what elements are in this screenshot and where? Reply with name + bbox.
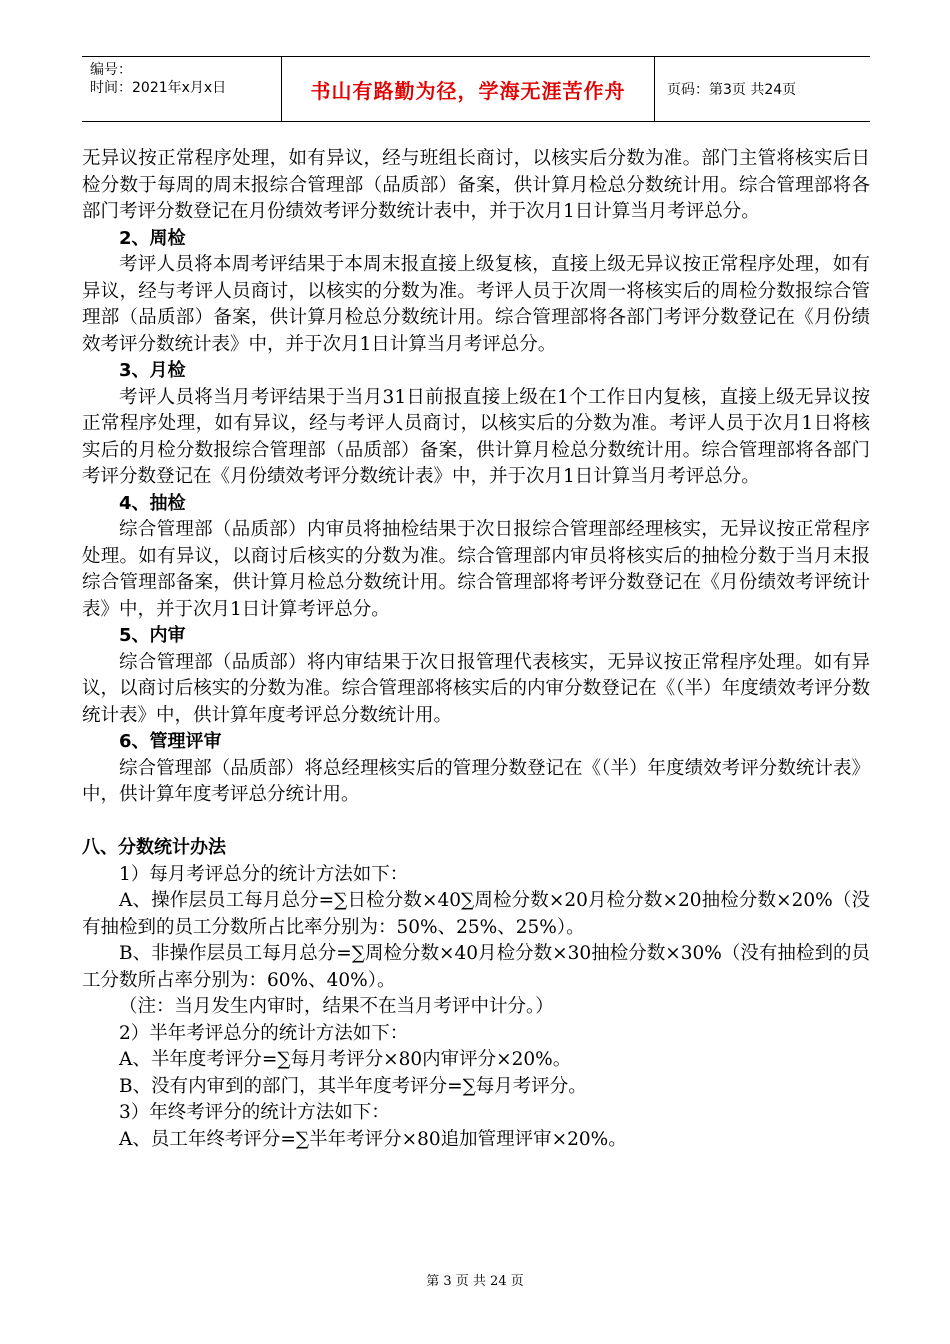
spacer	[82, 809, 870, 836]
list-item: 3）年终考评分的统计方法如下：	[119, 1102, 390, 1123]
paragraph-management-review: 综合管理部（品质部）将总经理核实后的管理分数登记在《（半）年度绩效考评分数统计表》中，供计算年度考评总分统计用。	[82, 757, 870, 805]
page-footer: 第 3 页 共 24 页	[426, 1274, 524, 1289]
list-item: B、没有内审到的部门，其半年度考评分=∑每月考评分。	[119, 1075, 587, 1097]
heading-internal-audit: 5、内审	[119, 625, 186, 646]
document-body	[82, 146, 870, 1153]
heading-spot-check: 4、抽检	[119, 492, 186, 514]
header-meta	[82, 57, 282, 121]
list-item: 1）每月考评总分的统计方法如下：	[119, 863, 409, 885]
list-item: A、操作层员工每月总分=∑日检分数×40∑周检分数×20月检分数×20抽检分数×20%（没有抽检到的员工分数所占比率分别为：50%、25%、25%）。	[82, 890, 870, 938]
paragraph-daily-check-cont: 无异议按正常程序处理，如有异议，经与班组长商讨，以核实后分数为准。部门主管将核实后日检分数于每周的周末报综合管理部（品质部）备案，供计算月检总分数统计用。综合管理部将各部门考评分数登记在月份绩效考评分数统计表中，并于次月1日计算当月考评总分。	[82, 148, 870, 222]
list-item: A、员工年终考评分=∑半年考评分×80追加管理评审×20%。	[119, 1128, 627, 1150]
paragraph-weekly-check: 考评人员将本周考评结果于本周末报直接上级复核，直接上级无异议按正常程序处理，如有异议，经与考评人员商讨，以核实的分数为准。考评人员于次周一将核实后的周检分数报综合管理部（品质部）备案，供计算月检总分数统计用。综合管理部将各部门考评分数登记在《月份绩效考评分数统计表》中，并于次月1日计算当月考评总分。	[82, 254, 870, 355]
list-item: A、半年度考评分=∑每月考评分×80内审评分×20%。	[119, 1049, 572, 1070]
header-page-info: 页码：第3页 共24页	[667, 82, 797, 98]
page-header	[82, 56, 870, 122]
list-item: 2）半年考评总分的统计方法如下：	[119, 1022, 409, 1044]
paragraph-spot-check: 综合管理部（品质部）内审员将抽检结果于次日报综合管理部经理核实，无异议按正常程序处理。如有异议，以商讨后核实的分数为准。综合管理部内审员将核实后的抽检分数于当月末报综合管理部备案，供计算月检总分数统计用。综合管理部将考评分数登记在《月份绩效考评统计表》中，并于次月1日计算考评总分。	[82, 519, 870, 620]
paragraph-monthly-check: 考评人员将当月考评结果于当月31日前报直接上级在1个工作日内复核，直接上级无异议按正常程序处理，如有异议，经与考评人员商讨，以核实后的分数为准。考评人员于次月1日将核实后的月检分数报综合管理部（品质部）备案，供计算月检总分数统计用。综合管理部将各部门考评分数登记在《月份绩效考评分数统计表》中，并于次月1日计算当月考评总分。	[82, 386, 870, 487]
paragraph-internal-audit: 综合管理部（品质部）将内审结果于次日报管理代表核实，无异议按正常程序处理。如有异议，以商讨后核实的分数为准。综合管理部将核实后的内审分数登记在《（半）年度绩效考评分数统计表》中，供计算年度考评总分数统计用。	[82, 651, 870, 726]
document-date: 时间：2021年x月x日	[90, 80, 227, 96]
list-item-note: （注：当月发生内审时，结果不在当月考评中计分。）	[119, 996, 554, 1017]
header-motto: 书山有路勤为径，学海无涯苦作舟	[282, 57, 655, 121]
section-heading-score-statistics: 八、分数统计办法	[82, 837, 226, 858]
document-number-label: 编号：	[90, 62, 132, 78]
heading-management-review: 6、管理评审	[119, 731, 222, 752]
heading-monthly-check: 3、月检	[119, 360, 186, 381]
heading-weekly-check: 2、周检	[119, 227, 186, 249]
list-item: B、非操作层员工每月总分=∑周检分数×40月检分数×30抽检分数×30%（没有抽检到的员工分数所占率分别为：60%、40%）。	[82, 943, 870, 991]
